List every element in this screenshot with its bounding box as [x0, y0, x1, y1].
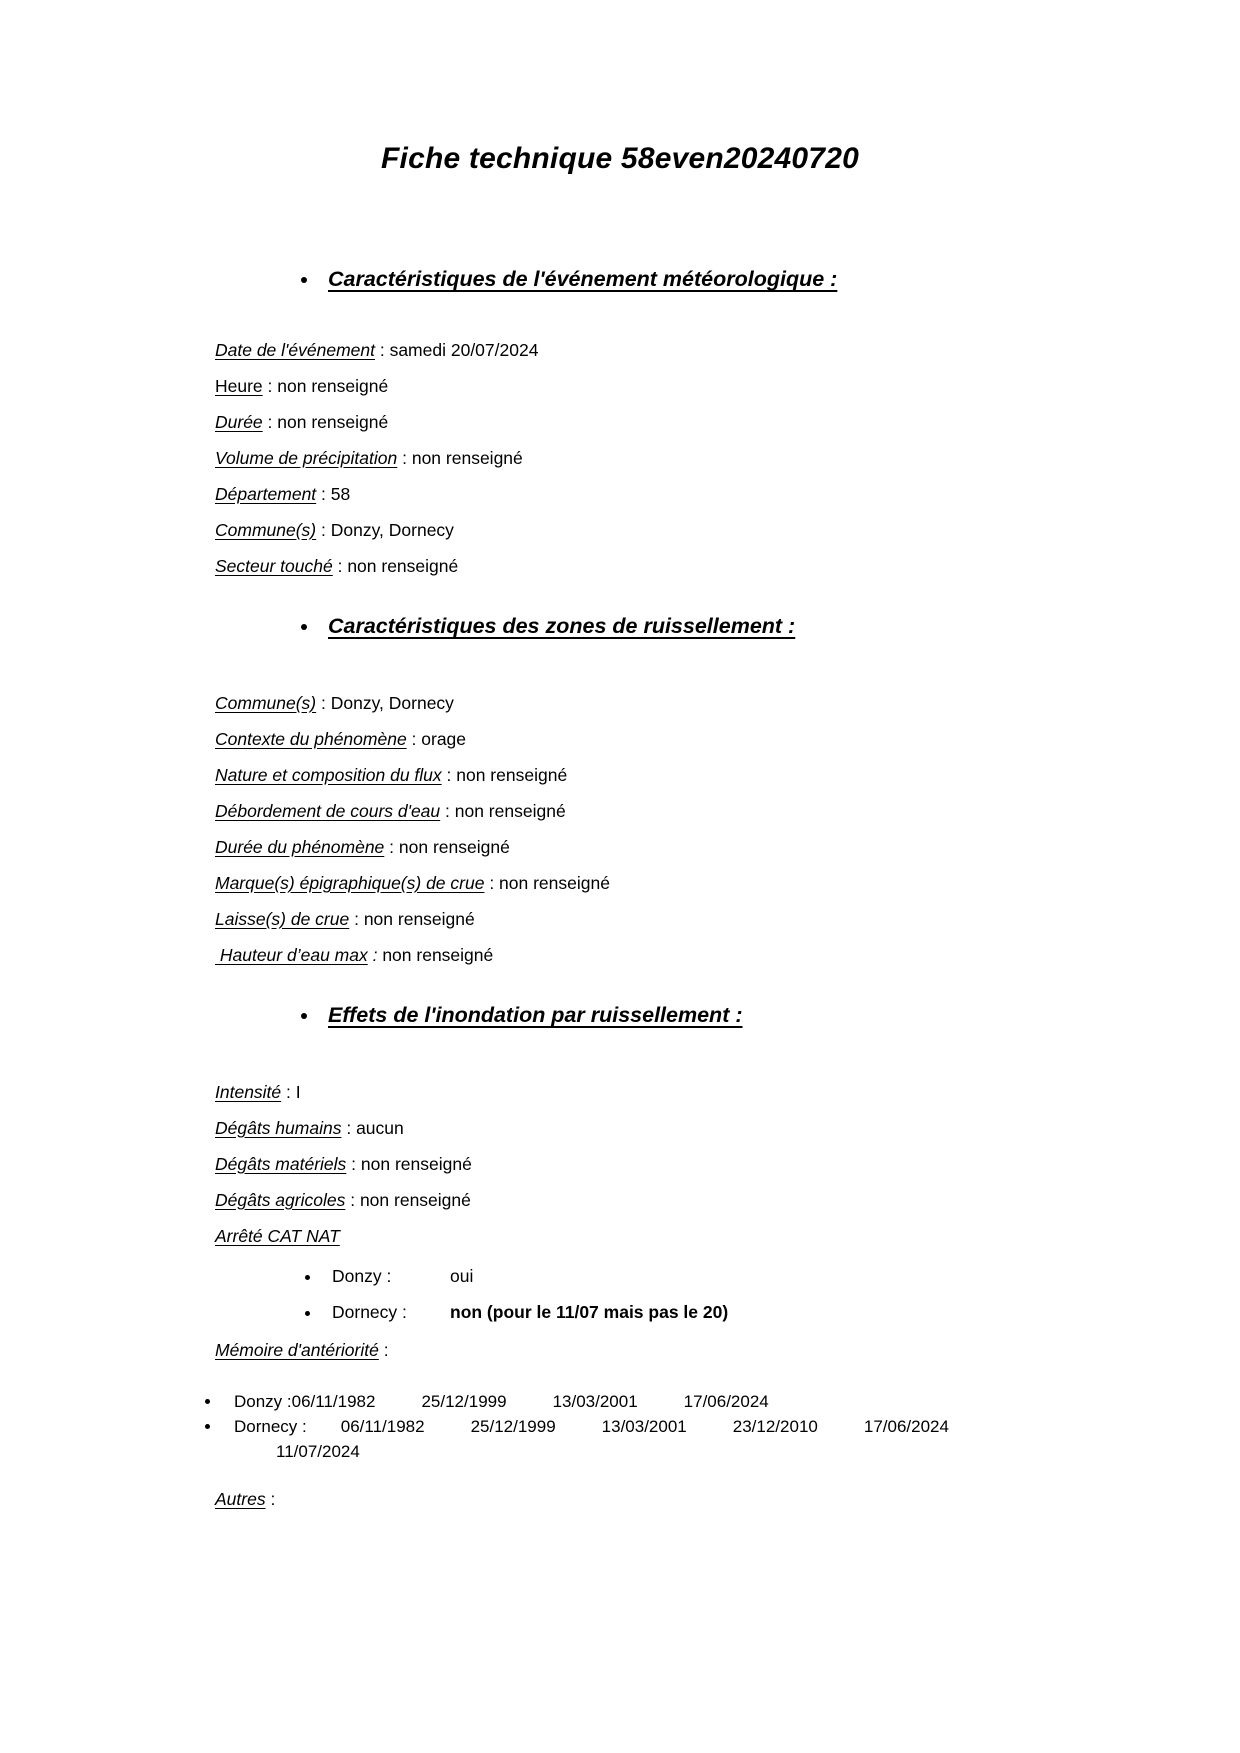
- field-row-heure: [215, 375, 1240, 397]
- field-value: samedi 20/07/2024: [389, 340, 539, 360]
- field-row-communes: [215, 519, 1240, 541]
- field-separator: :: [262, 376, 278, 396]
- section-heading-effets: [320, 1002, 1240, 1029]
- section-heading-zones: [320, 613, 1240, 640]
- field-value: non renseigné: [363, 909, 475, 929]
- memory-date: 23/12/2010: [732, 1417, 818, 1436]
- field-value: non renseigné: [456, 765, 568, 785]
- field-row-volume-precipitation: [215, 447, 1240, 469]
- field-label: Hauteur d’eau max: [215, 945, 368, 965]
- section-heading-list: [0, 613, 1240, 640]
- memory-item-donzy: [222, 1389, 1240, 1414]
- field-row-debordement-cours-eau: [215, 800, 1240, 822]
- memory-date: 17/06/2024: [863, 1417, 949, 1436]
- field-label: Contexte du phénomène: [215, 729, 407, 749]
- field-separator: :: [346, 1154, 361, 1174]
- field-row-departement: [215, 483, 1240, 505]
- field-row-laisses-de-crue: [215, 908, 1240, 930]
- field-label: Volume de précipitation: [215, 448, 398, 468]
- zones-fields: [215, 692, 1240, 966]
- field-row-duree: [215, 411, 1240, 433]
- autres-label-row: [215, 1488, 1240, 1510]
- field-row-nature-composition-flux: [215, 764, 1240, 786]
- field-label: Débordement de cours d'eau: [215, 801, 441, 821]
- field-separator: :: [440, 801, 455, 821]
- field-separator: :: [397, 448, 412, 468]
- memory-date: 17/06/2024: [683, 1392, 769, 1411]
- section-heading-list: [0, 1002, 1240, 1029]
- field-value: non renseigné: [360, 1154, 472, 1174]
- field-label: Dégâts matériels: [215, 1154, 347, 1174]
- field-row-degats-materiels: [215, 1153, 1240, 1175]
- field-label: Nature et composition du flux: [215, 765, 442, 785]
- field-label: Durée du phénomène: [215, 837, 385, 857]
- catnat-label-row: [215, 1225, 1240, 1247]
- field-label: Secteur touché: [215, 556, 333, 576]
- field-separator: :: [316, 693, 331, 713]
- field-label: Laisse(s) de crue: [215, 909, 350, 929]
- field-separator: :: [484, 873, 500, 893]
- field-value: Donzy, Dornecy: [330, 693, 454, 713]
- commune-name: Dornecy :: [332, 1302, 407, 1322]
- memoire-list: [0, 1389, 1240, 1464]
- memoire-label: Mémoire d'antériorité: [215, 1340, 379, 1360]
- autres-label: Autres: [215, 1489, 266, 1509]
- field-separator: :: [441, 765, 457, 785]
- field-label: Intensité: [215, 1082, 282, 1102]
- field-separator: :: [316, 484, 331, 504]
- field-separator: :: [345, 1190, 360, 1210]
- field-row-communes: [215, 692, 1240, 714]
- field-separator: :: [384, 837, 399, 857]
- catnat-label: Arrêté CAT NAT: [215, 1226, 340, 1246]
- field-separator: :: [406, 729, 422, 749]
- field-value: orage: [421, 729, 467, 749]
- field-label: Date de l'événement: [215, 340, 375, 360]
- catnat-list: [0, 1265, 1240, 1323]
- field-separator: :: [316, 520, 331, 540]
- field-label: Dégâts humains: [215, 1118, 342, 1138]
- field-value: non renseigné: [359, 1190, 471, 1210]
- field-value: non renseigné: [398, 837, 510, 857]
- field-row-hauteur-eau-max: [215, 944, 1240, 966]
- section-heading-meteo: [320, 266, 1240, 293]
- catnat-item-dornecy: [322, 1301, 1240, 1323]
- memory-date: 06/11/1982: [291, 1392, 376, 1411]
- field-value: aucun: [356, 1118, 404, 1138]
- field-value: non renseigné: [382, 945, 494, 965]
- memory-date: 25/12/1999: [470, 1417, 556, 1436]
- field-label: Marque(s) épigraphique(s) de crue: [215, 873, 485, 893]
- field-value: 58: [330, 484, 351, 504]
- field-value: non renseigné: [277, 376, 389, 396]
- section-heading-text: Caractéristiques de l'événement météorologique :: [328, 267, 838, 291]
- field-row-degats-agricoles: [215, 1189, 1240, 1211]
- memory-date: 25/12/1999: [421, 1392, 507, 1411]
- catnat-value: non (pour le 11/07 mais pas le 20): [450, 1302, 729, 1322]
- effets-fields: [215, 1081, 1240, 1211]
- field-row-intensite: [215, 1081, 1240, 1103]
- field-row-duree-phenomene: [215, 836, 1240, 858]
- field-separator: :: [341, 1118, 357, 1138]
- field-separator: :: [349, 909, 364, 929]
- field-separator: :: [367, 945, 383, 965]
- field-label: Durée: [215, 412, 263, 432]
- field-row-degats-humains: [215, 1117, 1240, 1139]
- field-separator: :: [332, 556, 348, 576]
- field-separator: :: [378, 1340, 394, 1360]
- commune-name: Donzy :: [234, 1392, 292, 1411]
- memory-item-dornecy: [222, 1414, 1240, 1464]
- field-row-date-evenement: [215, 339, 1240, 361]
- field-row-contexte-phenomene: [215, 728, 1240, 750]
- field-separator: :: [262, 412, 278, 432]
- catnat-item-donzy: [322, 1265, 1240, 1287]
- field-label: Dégâts agricoles: [215, 1190, 346, 1210]
- section-heading-list: [0, 266, 1240, 293]
- field-label: Commune(s): [215, 520, 317, 540]
- memory-date: 13/03/2001: [552, 1392, 638, 1411]
- commune-name: Donzy :: [332, 1266, 392, 1286]
- field-label: Département: [215, 484, 317, 504]
- field-label: Commune(s): [215, 693, 317, 713]
- field-value: non renseigné: [347, 556, 459, 576]
- field-value: non renseigné: [499, 873, 610, 893]
- field-row-secteur-touche: [215, 555, 1240, 577]
- section-heading-text: Caractéristiques des zones de ruissellement :: [328, 614, 796, 638]
- memoire-label-row: [215, 1339, 1240, 1361]
- field-value: non renseigné: [411, 448, 523, 468]
- page-title: Fiche technique 58even20240720: [381, 142, 859, 175]
- field-value: I: [295, 1082, 301, 1102]
- field-value: non renseigné: [454, 801, 566, 821]
- commune-name: Dornecy :: [234, 1417, 307, 1436]
- field-separator: :: [281, 1082, 296, 1102]
- memory-date-overflow: 11/07/2024: [276, 1442, 360, 1461]
- section-heading-text: Effets de l'inondation par ruissellement :: [328, 1003, 743, 1027]
- field-separator: :: [265, 1489, 281, 1509]
- memory-date: 13/03/2001: [601, 1417, 687, 1436]
- meteo-fields: [215, 339, 1240, 577]
- field-separator: :: [374, 340, 390, 360]
- catnat-value: oui: [450, 1266, 474, 1286]
- field-value: Donzy, Dornecy: [330, 520, 454, 540]
- field-row-marques-epigraphiques: [215, 872, 1240, 894]
- field-label: Heure: [215, 376, 263, 396]
- field-value: non renseigné: [277, 412, 389, 432]
- memory-date: 06/11/1982: [340, 1417, 425, 1436]
